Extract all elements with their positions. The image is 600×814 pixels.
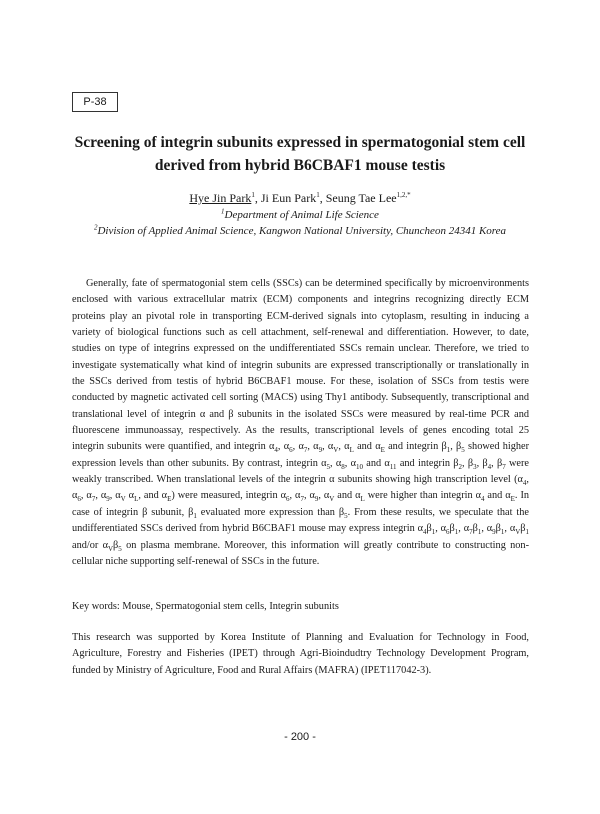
subscript: L [349, 446, 354, 455]
abstract-text: , β [491, 457, 503, 469]
abstract-text: , α [109, 490, 121, 502]
author-affiliation-mark: 1,2,* [396, 191, 411, 199]
abstract-text: , α [435, 523, 447, 535]
keywords: Key words: Mouse, Spermatogonial stem cells, Integrin subunits [72, 601, 339, 612]
abstract-paragraph [72, 276, 529, 570]
abstract-text: β [495, 523, 501, 535]
subscript: 4 [480, 495, 485, 504]
abstract-text: and α [484, 490, 511, 502]
subscript: 1 [500, 528, 505, 537]
abstract-text: , α [72, 474, 529, 502]
abstract-text: , α [458, 523, 470, 535]
subscript: V [120, 495, 126, 504]
author-list: Hye Jin Park$^1$, Ji Eun Park$^1$, Seung Tae Lee$^{1,2,*}$ [189, 191, 411, 205]
subscript: 6 [446, 528, 450, 537]
subscript: 1 [477, 528, 482, 537]
subscript: 7 [91, 495, 96, 504]
subscript: 7 [502, 462, 506, 471]
abstract-text: , α [318, 490, 330, 502]
author-affiliation-mark: 1 [316, 191, 320, 199]
acknowledgement-paragraph: This research was supported by Korea Institute of Planning and Evaluation for Technology in Food, Agriculture, Forestry and Fisheries (IPET) through Agri-Bioindudtry Technology Development Program, funded by Ministry of Agriculture, Food and Rural Affairs (MAFRA) (IPET117042-3). [72, 632, 529, 676]
abstract-text: and α [353, 441, 381, 453]
abstract-text: , α [481, 523, 493, 535]
author-affiliation-mark: 1 [251, 191, 255, 199]
abstract-text: , α [80, 490, 92, 502]
abstract-text: , α [330, 457, 342, 469]
abstract-text: β [449, 523, 455, 535]
subscript: 10 [356, 462, 364, 471]
abstract-text: , α [504, 523, 516, 535]
subscript: V [515, 528, 521, 537]
abstract-text: and α [334, 490, 361, 502]
title-line-2: derived from hybrid B6CBAF1 mouse testis [154, 157, 446, 174]
subscript: E [510, 495, 515, 504]
subscript: V [329, 495, 335, 504]
title-line-1: Screening of integrin subunits expressed in spermatogonial stem cell [74, 134, 526, 151]
abstract-text: . In case of integrin β subunit, β [72, 490, 530, 518]
abstract-text: were weakly transcribed. When translational levels of the integrin α subunits showing high transcription level (α [72, 457, 529, 486]
subscript: 6 [289, 446, 293, 455]
affiliation-mark: 1 [221, 207, 225, 216]
subscript: 7 [300, 495, 304, 504]
affiliation-2 [40, 224, 560, 238]
abstract-text: , α [344, 457, 357, 469]
abstract-text: β [520, 523, 526, 535]
subscript: 5 [118, 544, 122, 553]
subscript: 5 [326, 462, 331, 471]
subscript: 1 [431, 528, 436, 537]
subscript: 1 [454, 528, 459, 537]
subscript: 9 [318, 446, 323, 455]
subscript: 1 [446, 446, 451, 455]
subscript: 4 [422, 528, 427, 537]
subscript: 7 [303, 446, 308, 455]
affiliation-text: Department of Animal Life Science [224, 209, 379, 221]
affiliation-text: Division of Applied Animal Science, Kangwon National University, Chuncheon 24341 Korea [97, 225, 507, 237]
subscript: E [380, 446, 385, 455]
abstract-text: ) were measured, integrin α [171, 490, 287, 502]
subscript: E [167, 495, 172, 504]
paper-title [60, 131, 540, 177]
subscript: 7 [469, 528, 473, 537]
abstract-text: β [426, 523, 432, 535]
subscript: V [333, 446, 339, 455]
abstract-text: , α [289, 490, 301, 502]
subscript: 11 [389, 462, 397, 471]
abstract-text: , β [461, 457, 474, 469]
subscript: 6 [77, 495, 81, 504]
abstract-text: and integrin β [396, 457, 459, 469]
affiliation-1 [40, 208, 560, 222]
subscript: 1 [193, 511, 197, 520]
subscript: 9 [314, 495, 319, 504]
subscript: L [134, 495, 139, 504]
abstract-text: , α [307, 441, 319, 453]
subscript: 9 [492, 528, 496, 537]
subscript: 4 [274, 446, 278, 455]
abstract-text: and/or α [72, 539, 108, 551]
abstract-text: and integrin β [384, 441, 447, 453]
subscript: 5 [344, 511, 348, 520]
subscript: 4 [487, 462, 492, 471]
poster-number-badge: P-38 [72, 92, 118, 112]
abstract-text: , β [450, 441, 462, 453]
abstract-text: . From these results, we speculate that the undifferentiated SSCs derived from hybrid B6CBAF1 mouse may express integrin α [72, 506, 529, 535]
abstract-text: , α [322, 441, 334, 453]
subscript: L [360, 495, 365, 504]
subscript: 1 [525, 528, 530, 537]
subscript: 8 [341, 462, 345, 471]
abstract-text: were higher than integrin α [364, 490, 481, 502]
subscript: 9 [106, 495, 110, 504]
page-number: - 200 - [284, 731, 316, 743]
abstract-text: β [113, 539, 119, 551]
abstract-text: β [472, 523, 478, 535]
abstract-text: evaluated more expression than β [196, 506, 345, 518]
subscript: 6 [286, 495, 290, 504]
affiliation-mark: 2 [93, 223, 98, 232]
subscript: V [107, 544, 114, 553]
abstract-text: , α [303, 490, 315, 502]
abstract-text: and α [363, 457, 390, 469]
subscript: 4 [522, 479, 527, 488]
abstract-text: , α [95, 490, 107, 502]
abstract-text: , α [338, 441, 350, 453]
subscript: 2 [458, 462, 462, 471]
abstract-text: , α [292, 441, 304, 453]
abstract-text: , and α [138, 490, 168, 502]
abstract-text: on plasma membrane. Moreover, this information will greatly contribute to constructing non-cellular niche supporting self-renewal of SSCs in the future. [72, 539, 529, 567]
abstract-text: Generally, fate of spermatogonial stem cells (SSCs) can be determined specifically by microenvironments enclosed with various extracellular matrix (ECM) components and integrins recognizing directly ECM proteins play an pivotal role in transporting ECM-derived signals into cytoplasm, resulting in inducing a variety of biological functions such as cell attachment, self-renewal and differentiation. However, to date, studies on type of integrins expressed on the undifferentiated SSCs remain unclear. Therefore, we tried to investigate systematically what kind of integrin subunits are expressed transcriptionally or translationally in the SSCs derived from testis of hybrid B6CBAF1 mouse. For these, isolation of SSCs from testis were conducted by magnetic activated cell sorting (MACS) using Thy1 antibody. Subsequently, transcriptional and translational level of integrin α and β subunits in the isolated SSCs were measured by real-time PCR and fluorescene immunoassay, respectively. As the results, transcriptional levels of genes encoding total 25 integrin subunits were quantified, and integrin α [72, 278, 529, 453]
abstract-text: , β [476, 457, 488, 469]
abstract-text: , α [277, 441, 290, 453]
abstract-text: α [125, 490, 135, 502]
author-name: Ji Eun Park [260, 191, 317, 205]
subscript: 3 [473, 462, 477, 471]
author-name: Hye Jin Park [189, 191, 252, 205]
subscript: 5 [461, 446, 465, 455]
author-name: Seung Tae Lee [325, 191, 397, 205]
abstract-text: showed higher expression levels than other subunits. By contrast, integrin α [72, 441, 530, 469]
